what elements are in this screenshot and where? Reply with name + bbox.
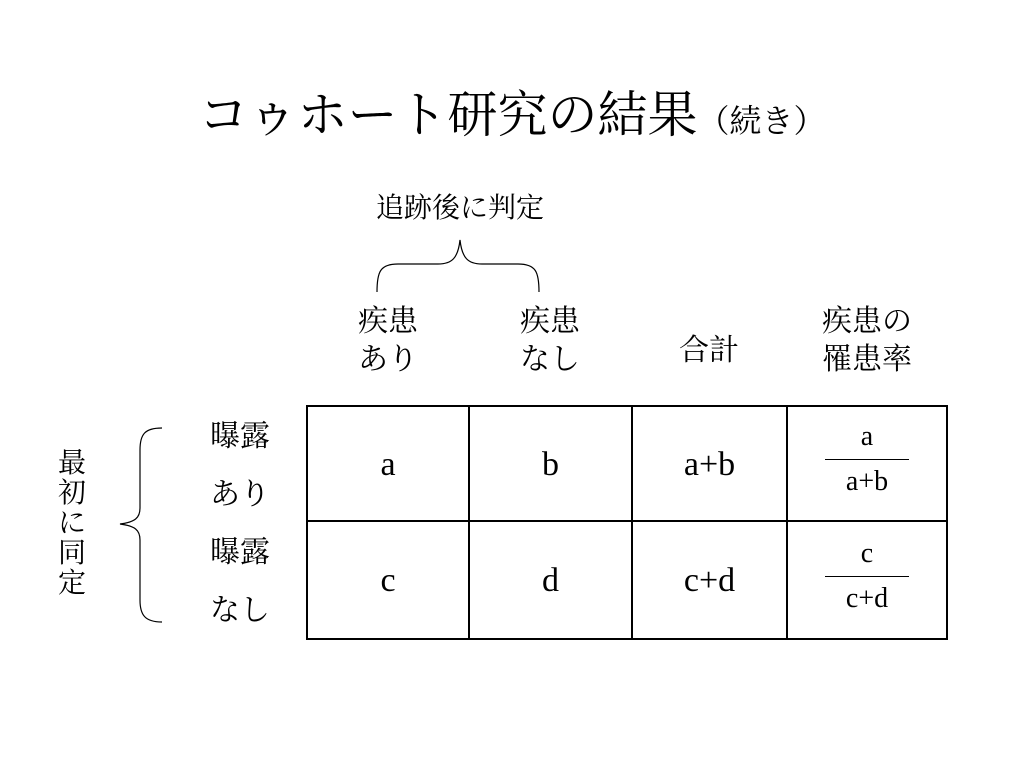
header-line1: 合計 [679, 333, 739, 368]
row-label-line1: 曝露 [210, 419, 270, 454]
side-label-char: 定 [57, 566, 86, 599]
side-label-char: 同 [57, 536, 86, 569]
header-disease-no [500, 303, 600, 379]
row-label-line2: あり [210, 477, 270, 512]
header-line2: なし [520, 342, 580, 377]
incidence-fraction [787, 421, 947, 498]
table-cell: a [380, 445, 396, 483]
row-label-line2: なし [210, 593, 270, 628]
header-line1: 疾患の [822, 304, 912, 339]
header-incidence-rate [797, 303, 937, 379]
left-brace-icon [120, 428, 162, 622]
side-label-char: に [57, 506, 86, 539]
header-line1: 疾患 [520, 304, 580, 339]
header-disease-yes [338, 303, 438, 379]
follow-up-label: 追跡後に判定 [375, 191, 544, 224]
fraction-denominator: a+b [845, 466, 889, 497]
top-brace-icon [377, 240, 539, 292]
fraction-bar [825, 459, 909, 460]
fraction-denominator: c+d [845, 583, 889, 614]
fraction-numerator: c [860, 538, 874, 569]
header-total [659, 332, 759, 370]
row-label-line1: 曝露 [210, 535, 270, 570]
fraction-bar [825, 576, 909, 577]
table-cell: c [380, 562, 396, 599]
incidence-fraction [787, 538, 947, 615]
header-line1: 疾患 [358, 304, 418, 339]
header-line2: あり [358, 342, 418, 377]
table-cell: b [542, 445, 559, 483]
title-sub: （続き） [697, 102, 826, 140]
side-label-char: 初 [57, 476, 86, 509]
side-label-char: 最 [57, 446, 86, 479]
header-line2: 罹患率 [822, 342, 912, 377]
table-cell: a+b [683, 445, 736, 483]
row-label-exposed [190, 408, 290, 524]
table-cell: c+d [683, 562, 736, 599]
initial-identification-label [50, 448, 94, 598]
row-label-unexposed [190, 524, 290, 640]
fraction-numerator: a [860, 421, 874, 452]
table-cell: d [542, 562, 559, 599]
title-main: コゥホート研究の結果 [198, 86, 698, 144]
